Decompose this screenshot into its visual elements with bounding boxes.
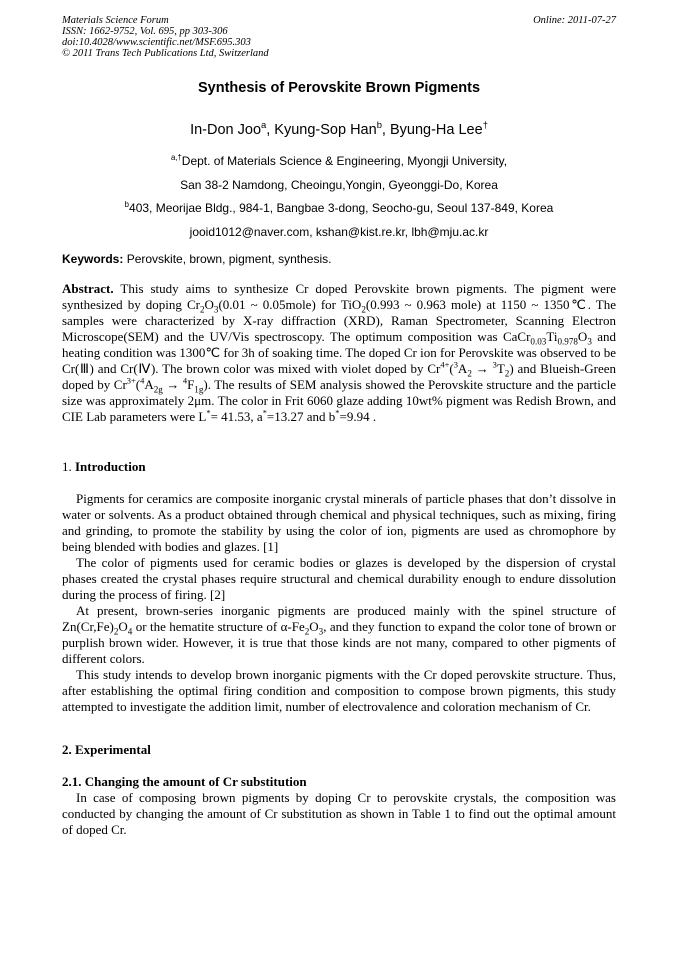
abstract-text: This study aims to synthesize Cr doped Perovskite brown pigments. The pigment were synthesized by doping Cr <box>62 281 616 312</box>
paragraph: The color of pigments used for ceramic bodies or glazes is developed by the dispersion of crystal phases created the crystal phases require structural and chemical durability enough to endure dissolution during the process of firing. [2] <box>62 555 616 602</box>
abstract-text: F <box>187 377 195 392</box>
section-title: 2. Experimental <box>62 742 151 757</box>
introduction-body <box>62 491 616 715</box>
superscript: 4 <box>182 375 188 386</box>
abstract-text: =13.27 and b <box>266 409 336 424</box>
abstract-text: A <box>144 377 154 392</box>
superscript: 3 <box>492 359 497 370</box>
superscript: 4 <box>140 375 145 386</box>
section-title: Introduction <box>75 459 146 474</box>
superscript: 3+ <box>126 375 136 386</box>
subsection-heading <box>62 774 307 790</box>
abstract-text: T <box>496 361 505 376</box>
paragraph-text: O <box>309 619 319 634</box>
affiliation-text: Dept. of Materials Science & Engineering, Myongji University, <box>181 154 508 168</box>
abstract-label: Abstract. <box>62 281 114 296</box>
abstract-text: (0.993 ~ 0.963 mole) at 1150 ~ 1350℃. The samples were characterized by X-ray diffraction (XRD), Raman Spectrometer, Scanning Electron Microscope(SEM) and the UV/Vis spectroscopy. The optimum composition was CaCr <box>62 297 616 344</box>
abstract-text: ). The results of SEM analysis showed the Perovskite structure and the particle size was approximately 2μm. The color in Frit 6060 glaze adding 10wt% pigment was Redish Brown, and CIE Lab parameters were L <box>62 377 616 424</box>
abstract-text: Ti <box>546 329 558 344</box>
section-heading-experimental <box>62 742 151 758</box>
keywords-text: Perovskite, brown, pigment, synthesis. <box>123 252 332 266</box>
superscript: * <box>206 407 211 418</box>
online-date: Online: 2011-07-27 <box>533 15 616 26</box>
issn: ISSN: 1662-9752, Vol. 695, pp 303-306 <box>62 26 228 37</box>
subscript: 0.03 <box>530 336 547 347</box>
paper-title: Synthesis of Perovskite Brown Pigments <box>197 80 481 96</box>
abstract-text: =9.94 . <box>339 409 377 424</box>
paragraph-text: or the hematite structure of α-Fe <box>132 619 305 634</box>
affiliation-line <box>0 154 678 168</box>
subscript: 2g <box>153 384 163 395</box>
keywords-label: Keywords: <box>62 252 124 266</box>
author-name: , Byung-Ha Lee <box>381 122 483 138</box>
abstract-text: (0.01 ~ 0.05mole) for TiO <box>218 297 362 312</box>
subscript: 3 <box>213 304 219 315</box>
superscript: 4+ <box>440 359 450 370</box>
abstract-text: O <box>204 297 214 312</box>
author-name: In-Don Joo <box>190 122 262 138</box>
paragraph: In case of composing brown pigments by doping Cr to perovskite crystals, the composition was conducted by changing the amount of Cr substitution as shown in Table 1 to find out the optimal amount of doped Cr. <box>62 790 616 837</box>
subscript: 3 <box>587 336 592 347</box>
subscript: 0.978 <box>557 336 578 347</box>
subscript: 3 <box>318 626 324 637</box>
affiliation-line <box>0 201 678 215</box>
abstract-text: → <box>471 361 493 376</box>
author-mark: b <box>376 119 382 131</box>
doi: doi:10.4028/www.scientific.net/MSF.695.303 <box>62 37 251 48</box>
affiliation-mark: a,† <box>170 153 182 162</box>
section-number: 1. <box>62 459 75 474</box>
affiliation-text: 403, Meorijae Bldg., 984-1, Bangbae 3-dong, Seocho-gu, Seoul 137-849, Korea <box>129 201 554 215</box>
abstract <box>62 281 616 425</box>
paragraph-text: O <box>118 619 128 634</box>
abstract-text: ) and Blueish-Green doped by Cr <box>62 361 616 392</box>
superscript: 3 <box>453 359 458 370</box>
paragraph <box>62 603 616 667</box>
copyright: © 2011 Trans Tech Publications Ltd, Switzerland <box>62 48 269 59</box>
subsection-title: 2.1. Changing the amount of Cr substitution <box>62 774 307 789</box>
experimental-body <box>62 790 616 838</box>
author-emails: jooid1012@naver.com, kshan@kist.re.kr, lbh@mju.ac.kr <box>189 225 489 239</box>
subscript: 4 <box>127 626 133 637</box>
paragraph-text: At present, brown-series inorganic pigments are produced mainly with the spinel structure of Zn(Cr,Fe) <box>62 603 616 634</box>
subscript: 2 <box>504 368 510 379</box>
author-list <box>0 119 678 138</box>
subscript: 2 <box>113 626 119 637</box>
abstract-text: ( <box>135 377 141 392</box>
affiliation-mark: b <box>124 200 130 209</box>
subscript: 2 <box>361 304 366 315</box>
abstract-text: = 41.53, a <box>210 409 263 424</box>
subscript: 2 <box>467 368 472 379</box>
journal-header <box>62 15 616 59</box>
author-mark: † <box>482 119 488 131</box>
section-heading-introduction <box>62 459 146 475</box>
subscript: 2 <box>304 626 310 637</box>
abstract-text: ( <box>449 361 454 376</box>
superscript: * <box>335 407 340 418</box>
author-name: , Kyung-Sop Han <box>266 122 377 138</box>
subscript: 2 <box>199 304 205 315</box>
subscript: 1g <box>194 384 204 395</box>
abstract-text: O <box>577 329 588 344</box>
paragraph-text: , and they function to expand the color tone of brown or purplish brown wider. However, it is true that those kinds are not many, compared to other pigments of different colors. <box>62 619 616 666</box>
affiliation-line: San 38-2 Namdong, Cheoingu,Yongin, Gyeonggi-Do, Korea <box>180 178 498 192</box>
abstract-text: and heating condition was 1300℃ for 3h of soaking time. The doped Cr ion for Perovskite was observed to be Cr(Ⅲ) and Cr(Ⅳ). The brown color was mixed with violet doped by Cr <box>62 329 616 376</box>
paragraph: Pigments for ceramics are composite inorganic crystal minerals of particle phases that don’t dissolve in water or solvents. As a product obtained through chemical and physical techniques, such as mixing, firing and grinding, to promote the stability by using the color of ion, pigments are used as chromophore by being blended with bodies and glazes. [1] <box>62 491 616 554</box>
superscript: * <box>262 407 267 418</box>
abstract-text: A <box>457 361 468 376</box>
author-mark: a <box>261 119 267 131</box>
paragraph: This study intends to develop brown inorganic pigments with the Cr doped perovskite structure. Thus, after establishing the optimal firing condition and composition to compose brown pigments, this study attempted to investigate the addition limit, number of electrovalence and coloration mechanism of Cr. <box>62 667 616 714</box>
abstract-text: → <box>162 377 183 392</box>
journal-name: Materials Science Forum <box>62 15 169 26</box>
keywords <box>62 252 616 266</box>
